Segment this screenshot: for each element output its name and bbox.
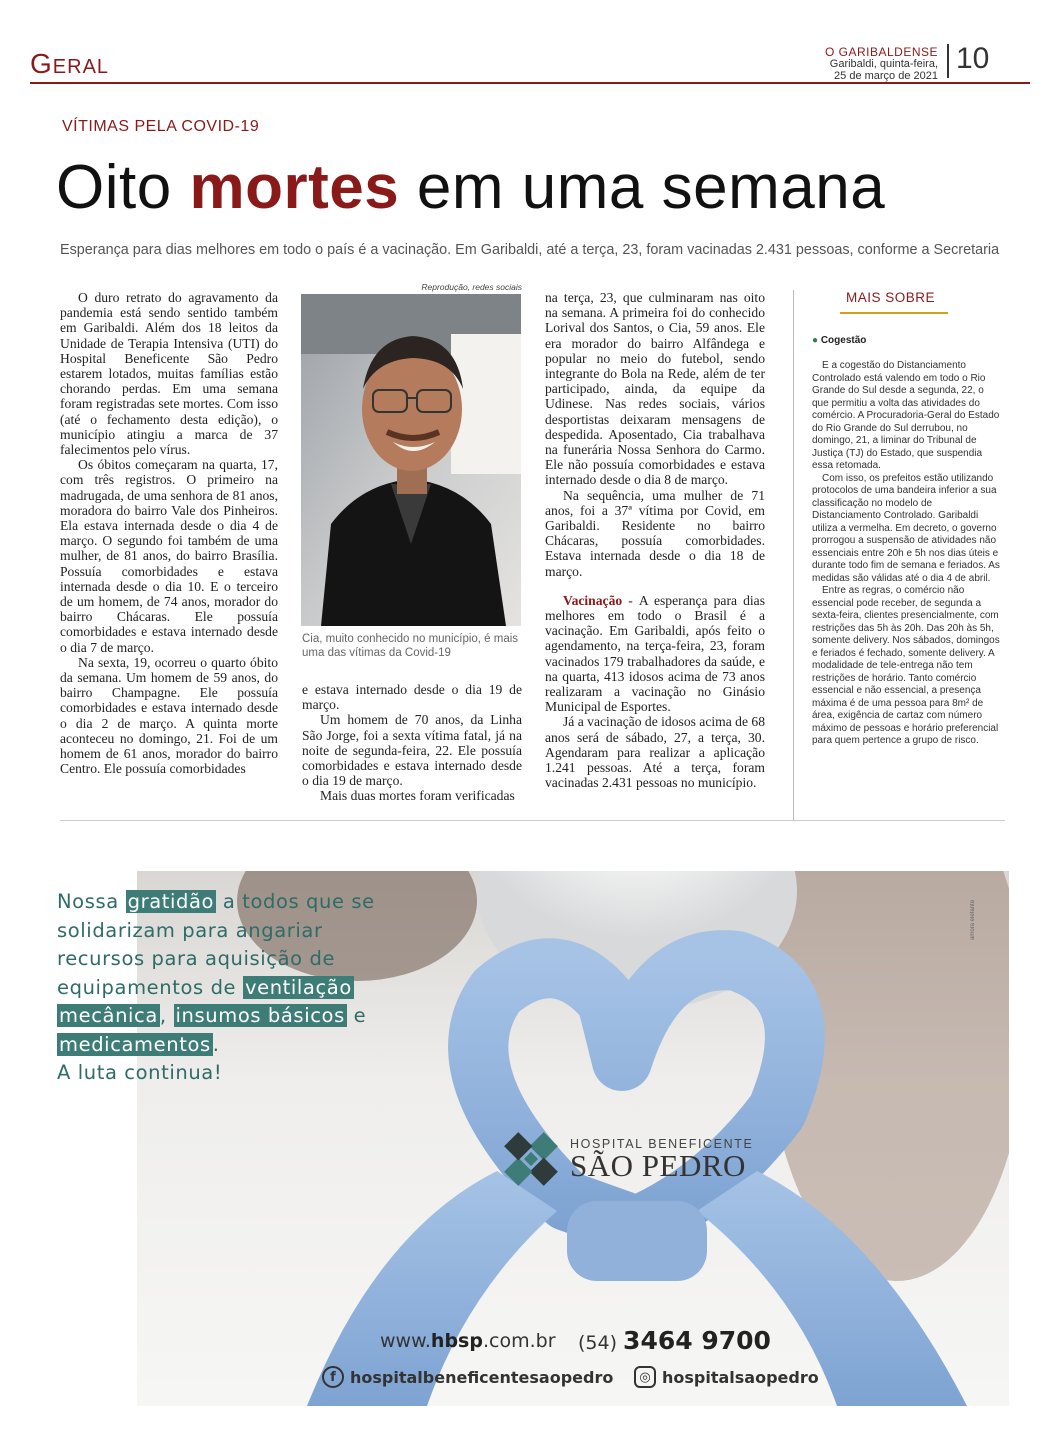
headline-part2: em uma semana	[399, 153, 886, 222]
ad-phone[interactable]	[578, 1326, 771, 1355]
ad-highlight: medicamentos	[59, 1032, 211, 1056]
paragraph: Já a vacinação de idosos acima de 68 anos será de sábado, 27, a terça, 30. Agendaram para realizar a aplicação 1.241 pessoas. Até a terça, foram vacinadas 2.431 pessoas no município.	[545, 714, 765, 791]
ad-text-fragment: e	[346, 1004, 367, 1027]
headline-part1: Oito	[56, 153, 190, 222]
paragraph-vaccination	[545, 593, 765, 715]
vaccination-text: A esperança para dias melhores em todo o Brasil é a vacinação. Em Garibaldi, após feito o agendamento, na terça-feira, 23, foram vacinados 179 trabalhadores da saúde, e na quarta, 413 idosos acima de 73 anos realizaram a vacinação no Ginásio Municipal de Esportes.	[545, 592, 765, 715]
body-column-2	[302, 682, 522, 804]
ad-highlight: insumos básicos	[175, 1004, 345, 1027]
paragraph: Mais duas mortes foram verificadas	[320, 788, 515, 804]
paragraph: Na sequência, uma mulher de 71 anos, foi a 37ª vítima por Covid, em Garibaldi. Residente no bairro Chácaras, possuía comorbidades. Estava internada desde o dia 18 de março.	[545, 487, 765, 579]
dek: Esperança para dias melhores em todo o país é a vacinação. Em Garibaldi, até a terça, 23, foram vacinadas 2.431 pessoas, conforme a Secretaria	[60, 242, 1000, 258]
ad-text-fragment: ,	[159, 1004, 174, 1027]
paragraph: Na sexta, 19, ocorreu o quarto óbito da semana. Um homem de 59 anos, do bairro Champagne. Ele possuía comorbidades e estava internado desde o dia 2 de março. A quinta morte aconteceu no domingo, 21. Foi de um homem de 61 anos, morador do bairro Centro. Ele possuía comorbidades	[60, 654, 278, 777]
sidebar-heading-text: Cogestão	[820, 335, 867, 346]
sidebar-heading	[812, 335, 866, 346]
website-prefix: www.	[380, 1330, 431, 1352]
ad-text-fragment: Nossa	[57, 890, 126, 913]
ad-highlight: gratidão	[127, 890, 215, 913]
agency-credit: amora elefante	[970, 899, 976, 940]
headline	[56, 152, 885, 224]
hospital-name-sub: HOSPITAL BENEFICENTE	[570, 1137, 754, 1151]
facebook-link[interactable]	[322, 1366, 613, 1388]
page-number: 10	[956, 42, 990, 75]
photo-caption: Cia, muito conhecido no município, é mais uma das vítimas da Covid-19	[302, 633, 519, 659]
article-bottom-rule	[60, 820, 1005, 821]
section-rule	[30, 82, 1030, 84]
paragraph: na terça, 23, que culminaram nas oito na semana. A primeira foi do conhecido Lorival dos Santos, o Cia, 59 anos. Ele era morador do bairro Alfândega e popular no meio do futebol, sendo integrante do Bola na Rede, além de ter participado, ainda, da equipe da Udinese. Nas redes sociais, vários desportistas deixaram mensagens de despedida. Aposentado, Cia trabalhava na funerária Nossa Senhora do Carmo. Ele não possuía comorbidades e estava internado desde o dia 8 de março.	[545, 290, 765, 488]
sidebar-paragraph: Entre as regras, o comércio não essencial pode receber, de segunda a sexta-feira, clientes presencialmente, com restrições das 5h às 20h. Das 20h às 5h, somente delivery. Nos sábados, domingos e feriados é fechado, somente delivery. A modalidade de tele-entrega não tem restrições de horário. Tanto comércio essencial e não essencial, a presença máxima é de uma pessoa para 8m² de área, exigência de cartaz com número máximo de pessoas e horário preferencial para quem pertence a grupo de risco.	[812, 585, 1000, 746]
dateline-1: Garibaldi, quinta-feira,	[829, 58, 938, 70]
hospital-emblem-icon	[500, 1128, 562, 1190]
ad-message	[57, 888, 397, 1088]
hospital-name	[570, 1137, 753, 1181]
facebook-icon: f	[322, 1366, 344, 1388]
ad-highlight: ventilação	[244, 975, 352, 999]
ad-slogan: A luta continua!	[57, 1061, 223, 1084]
sidebar-title-underline	[840, 312, 948, 314]
instagram-icon: ◎	[634, 1366, 656, 1388]
portrait-photo	[301, 294, 521, 626]
phone-area-code: (54)	[578, 1332, 624, 1354]
paper-info	[825, 46, 938, 82]
body-column-3	[545, 290, 765, 791]
paragraph: Um homem de 70 anos, da Linha São Jorge, foi a sexta vítima fatal, já na noite de segunda-feira, 22. Ele possuía comorbidades e estava internado desde o dia 19 de março.	[302, 712, 522, 789]
portrait-illustration	[301, 294, 521, 626]
instagram-handle: hospitalsaopedro	[662, 1367, 819, 1387]
sidebar-paragraph: Com isso, os prefeitos estão utilizando protocolos de uma bandeira inferior a sua classificação no modelo de Distanciamento Controlado. Garibaldi utiliza a vermelha. Em decreto, o governo prorrogou a suspensão de atividades não essenciais entre 20h e 5h nos dias úteis e durante todo fim de semana e feriados. As medidas são válidas até o dia 4 de abril.	[812, 472, 1000, 584]
page-divider	[947, 44, 949, 78]
paragraph: O duro retrato do agravamento da pandemia está sendo sentido também em Garibaldi. Além dos 18 leitos da Unidade de Terapia Intensiva (UTI) do Hospital Beneficente São Pedro estarem lotados, muitas famílias estão chorando perdas. Em uma semana foram registradas sete mortes. Com isso (até o fechamento desta edição), o município atingiu a marca de 37 falecimentos pelo vírus.	[60, 290, 278, 458]
ad-website[interactable]	[380, 1330, 556, 1352]
facebook-handle: hospitalbeneficentesaopedro	[350, 1367, 614, 1387]
paragraph: e estava internado desde o dia 19 de março.	[302, 682, 522, 713]
bullet-icon: ●	[812, 335, 821, 346]
sidebar-text	[812, 360, 1000, 748]
dateline-2: 25 de março de 2021	[834, 70, 938, 82]
phone-number: 3464 9700	[623, 1326, 771, 1355]
hospital-logo	[500, 1128, 753, 1190]
paragraph: Os óbitos começaram na quarta, 17, com três registros. O primeiro na madrugada, de uma senhora de 81 anos, moradora do bairro Vale dos Pinheiros. Ela estava internada desde o dia 4 de março. O segundo foi também de uma mulher, de 81 anos, do bairro Brasília. Possuía comorbidades e estava internada desde o dia 10. E o terceiro de um homem, de 74 anos, morador do bairro Chácaras. Ele possuía comorbidades e estava internado desde o dia 7 de março.	[60, 457, 278, 655]
sidebar-title: MAIS SOBRE	[846, 290, 936, 305]
ad-text-fragment: a todos que se solidarizam para angariar recursos para aquisição de equipamentos de	[57, 890, 375, 999]
hospital-name-main: SÃO PEDRO	[570, 1148, 746, 1183]
kicker: VÍTIMAS PELA COVID-19	[62, 118, 260, 135]
photo-credit: Reprodução, redes sociais	[421, 282, 522, 292]
website-name: hbsp	[430, 1330, 483, 1352]
instagram-link[interactable]	[634, 1366, 819, 1388]
website-suffix: .com.br	[482, 1330, 556, 1352]
vaccination-subhead: Vacinação -	[563, 592, 639, 608]
ad-highlight: mecânica	[59, 1004, 158, 1027]
headline-highlight: mortes	[189, 153, 400, 222]
ad-text-fragment: .	[212, 1032, 220, 1056]
section-label: Geral	[30, 48, 110, 79]
sidebar-paragraph: E a cogestão do Distanciamento Controlado está valendo em todo o Rio Grande do Sul desde a segunda, 22, o que permitiu a volta das atividades do comércio. A Procuradoria-Geral do Estado do Rio Grande do Sul derrubou, no domingo, 21, a liminar do Tribunal de Justiça (TJ) do Estado, que suspendia essa retomada.	[812, 360, 1000, 471]
paper-name: O GARIBALDENSE	[824, 45, 938, 59]
body-column-1	[60, 290, 278, 777]
